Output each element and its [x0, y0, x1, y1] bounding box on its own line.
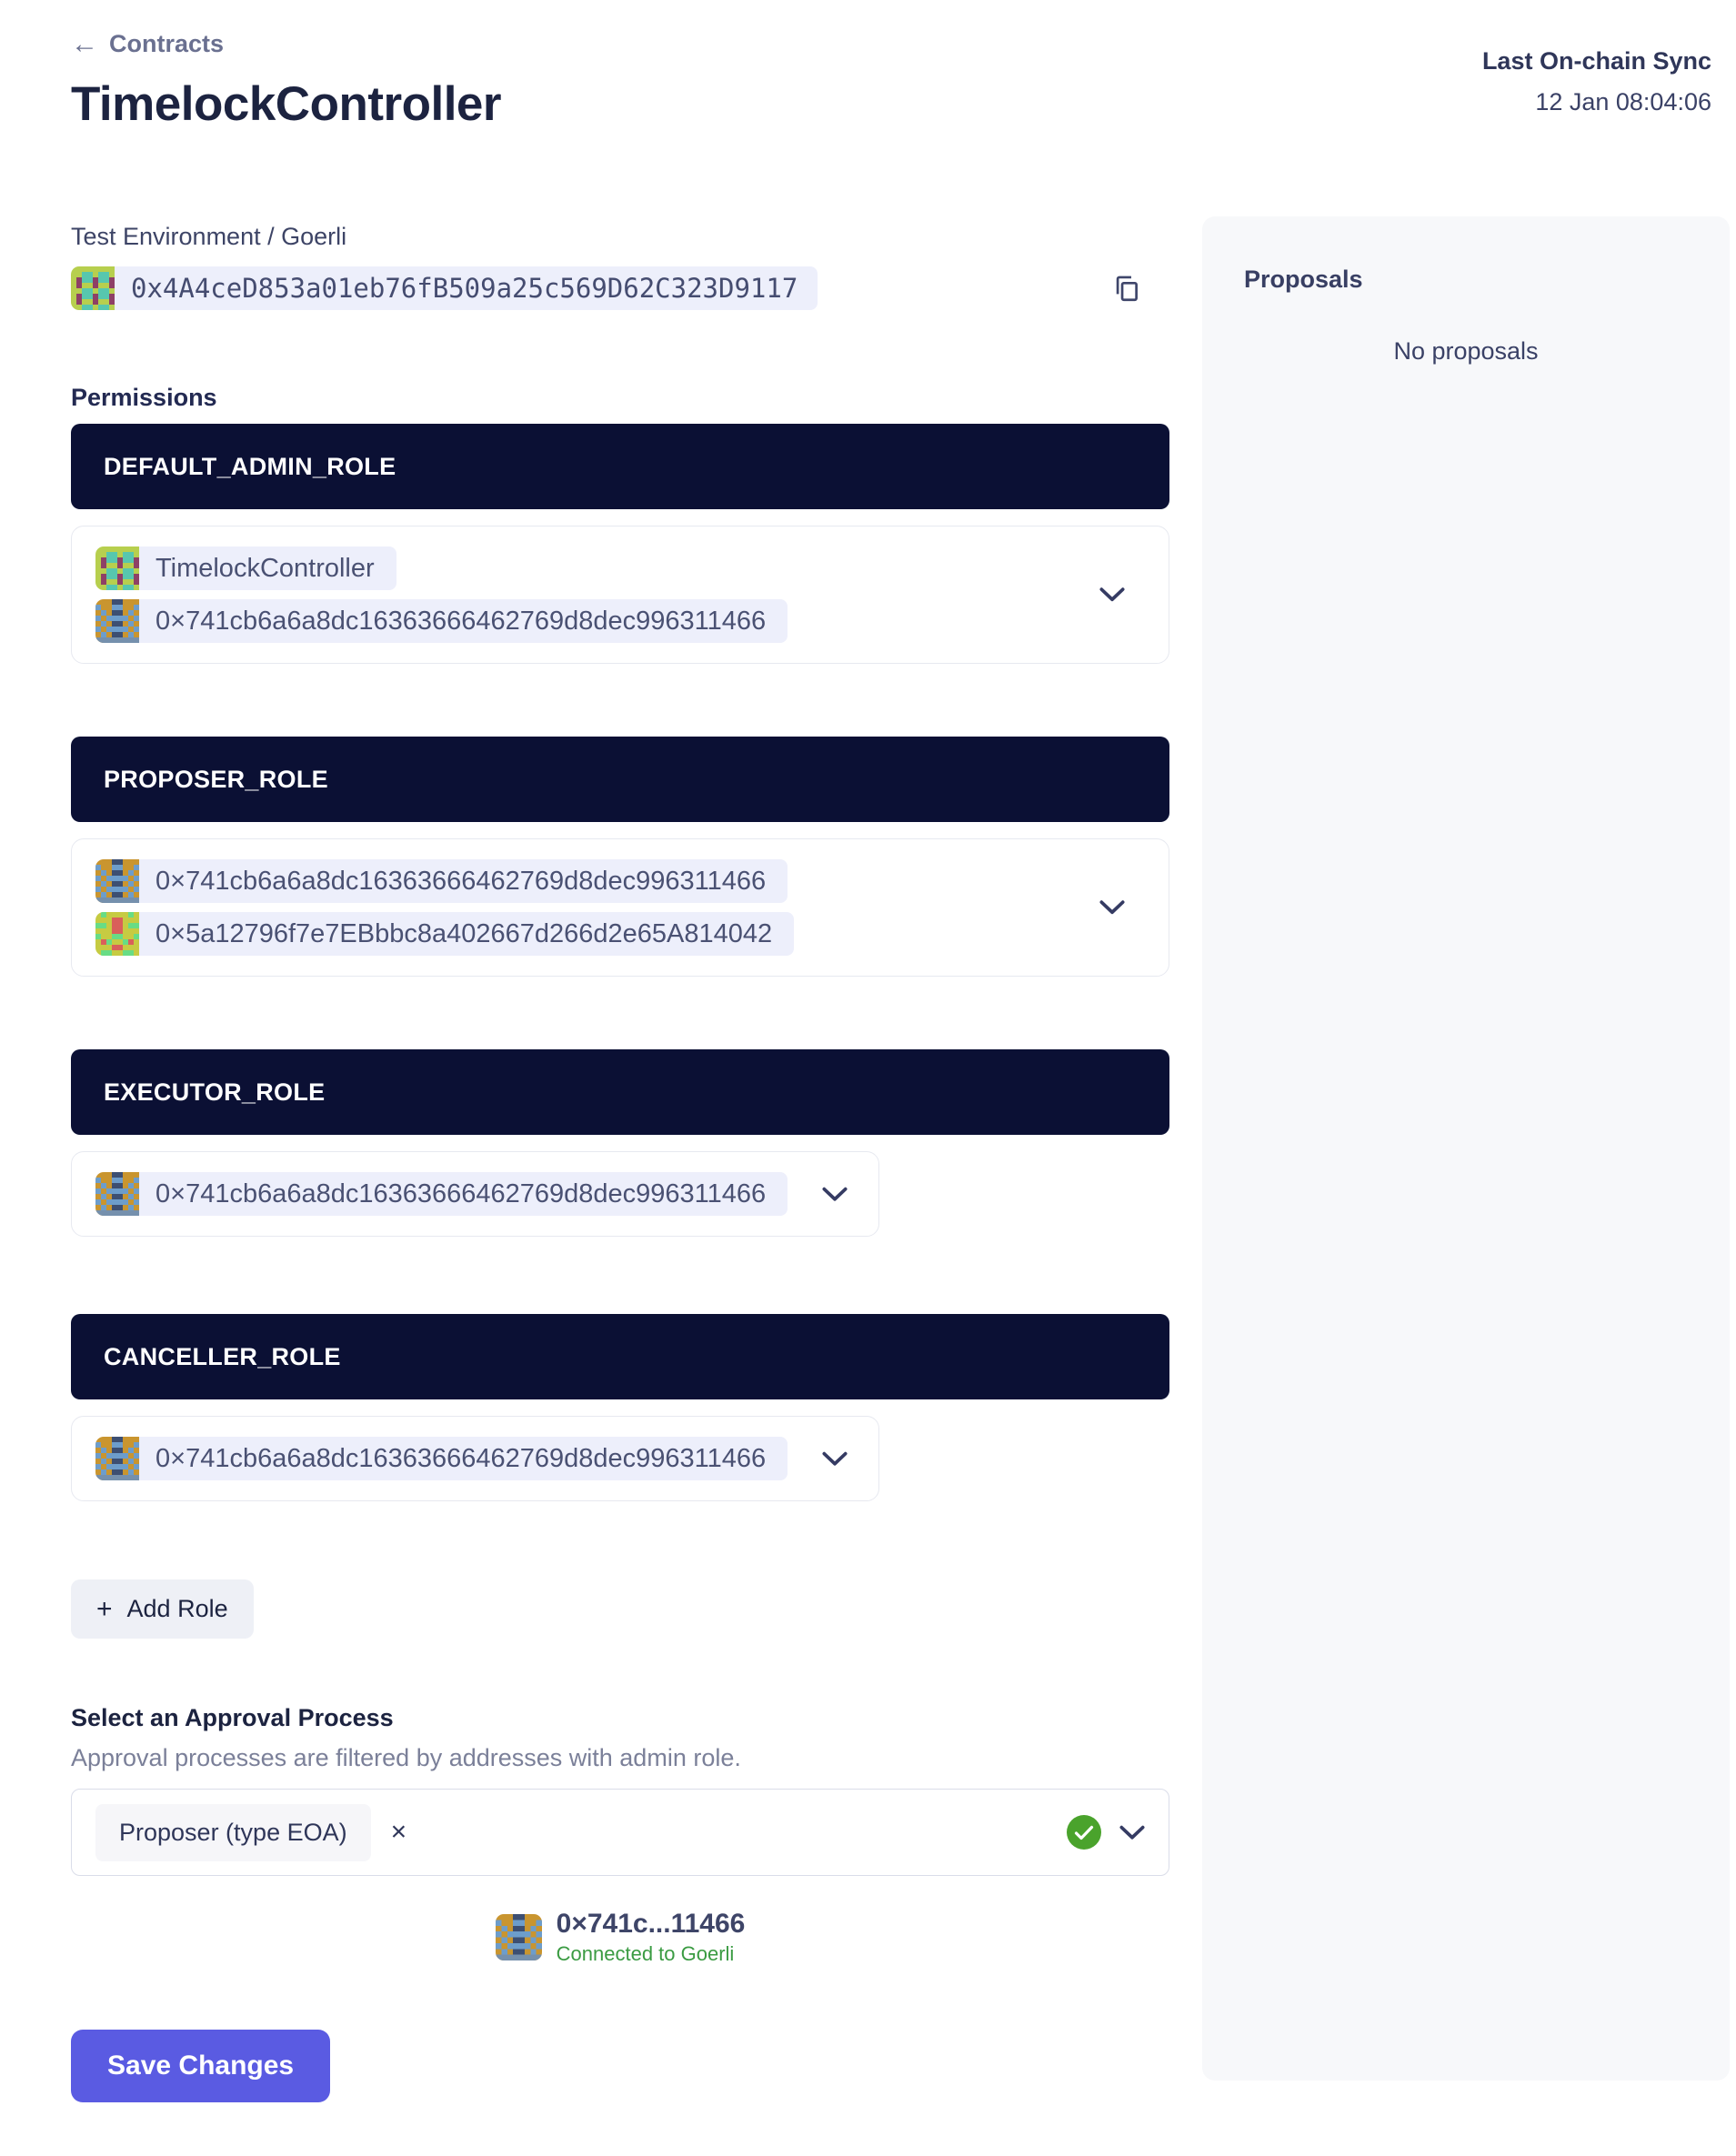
member-identicon [95, 859, 139, 903]
wallet-connection-status: Connected to Goerli [556, 1942, 735, 1966]
member-list [95, 859, 1145, 956]
approval-process-heading: Select an Approval Process [71, 1704, 394, 1732]
back-arrow-icon: ← [71, 28, 98, 59]
proposals-panel [1202, 216, 1730, 2081]
valid-check-icon [1067, 1815, 1101, 1850]
proposals-heading: Proposals [1244, 266, 1363, 293]
chevron-down-icon[interactable] [1099, 587, 1125, 603]
remove-tag-icon[interactable]: × [390, 1817, 407, 1848]
role-members-card [71, 838, 1169, 977]
member-identicon [95, 912, 139, 956]
role-name: PROPOSER_ROLE [104, 765, 328, 793]
add-role-button[interactable] [71, 1579, 254, 1639]
wallet-identicon [496, 1914, 542, 1960]
role-member [95, 1172, 788, 1216]
member-identicon [95, 547, 139, 590]
wallet-texts [557, 1909, 746, 1966]
member-address-badge: 0×5a12796f7e7EBbbc8a402667d266d2e65A814042 [139, 912, 794, 956]
role-section-executor [71, 1049, 1169, 1237]
approval-process-description: Approval processes are filtered by addresses with admin role. [71, 1744, 741, 1772]
role-header [71, 737, 1169, 822]
member-address-badge: 0×741cb6a6a8dc16363666462769d8dec996311466 [139, 1437, 788, 1480]
role-section-canceller [71, 1314, 1169, 1501]
contract-address-badge: 0x4A4ceD853a01eb76fB509a25c569D62C323D9117 [115, 266, 818, 310]
page-title: TimelockController [71, 77, 502, 131]
environment-network-label: Test Environment / Goerli [71, 223, 347, 250]
permissions-heading: Permissions [71, 384, 217, 411]
member-identicon [95, 1437, 139, 1480]
role-header [71, 1314, 1169, 1399]
role-header [71, 424, 1169, 509]
role-section-proposer [71, 737, 1169, 977]
proposals-empty-message: No proposals [1393, 337, 1539, 365]
member-address-badge: 0×741cb6a6a8dc16363666462769d8dec996311466 [139, 599, 788, 643]
chevron-down-icon[interactable] [822, 1187, 848, 1202]
member-address-badge: 0×741cb6a6a8dc16363666462769d8dec996311466 [139, 859, 788, 903]
wallet-address: 0×741c...11466 [556, 1909, 746, 1940]
member-identicon [95, 599, 139, 643]
role-section-default-admin [71, 424, 1169, 664]
role-member [95, 859, 788, 903]
contract-identicon [71, 266, 115, 310]
member-list [95, 547, 1145, 643]
role-member [95, 547, 396, 590]
member-address-badge: 0×741cb6a6a8dc16363666462769d8dec996311466 [139, 1172, 788, 1216]
chevron-down-icon[interactable] [822, 1451, 848, 1467]
contract-address-row [71, 266, 1169, 310]
role-name: CANCELLER_ROLE [104, 1342, 341, 1370]
save-changes-button[interactable]: Save Changes [71, 2030, 330, 2102]
plus-icon: + [96, 1593, 113, 1624]
chevron-down-icon[interactable] [1119, 1825, 1145, 1840]
member-address-badge: TimelockController [139, 547, 396, 590]
role-header [71, 1049, 1169, 1135]
main-column [71, 0, 1169, 2102]
breadcrumb-label: Contracts [109, 30, 225, 57]
copy-address-icon[interactable] [1111, 273, 1142, 304]
add-role-label: Add Role [126, 1595, 228, 1623]
chevron-down-icon[interactable] [1099, 900, 1125, 916]
select-indicators [1067, 1815, 1145, 1850]
breadcrumb-back-link[interactable] [71, 30, 224, 58]
role-member [95, 599, 788, 643]
role-member [95, 1437, 788, 1480]
last-sync-block [1482, 47, 1711, 116]
role-name: EXECUTOR_ROLE [104, 1078, 326, 1106]
approval-process-select[interactable] [71, 1789, 1169, 1876]
role-member [95, 912, 794, 956]
selected-approval-tag: Proposer (type EOA) [95, 1804, 371, 1861]
role-name: DEFAULT_ADMIN_ROLE [104, 452, 396, 480]
connected-wallet [496, 1909, 746, 1966]
last-sync-time: 12 Jan 08:04:06 [1535, 88, 1711, 115]
role-members-card [71, 526, 1169, 664]
role-members-card [71, 1151, 879, 1237]
member-identicon [95, 1172, 139, 1216]
role-members-card [71, 1416, 879, 1501]
last-sync-label: Last On-chain Sync [1481, 47, 1711, 75]
